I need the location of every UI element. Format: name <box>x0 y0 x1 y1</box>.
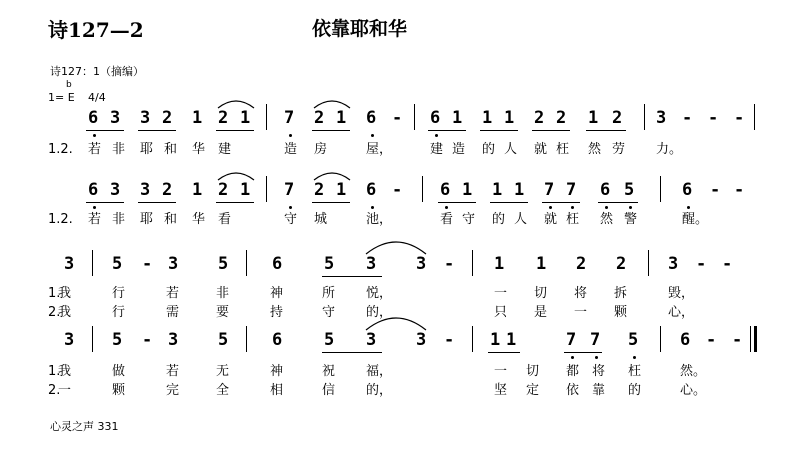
lyric: 耶 <box>140 212 154 227</box>
beam <box>488 352 520 353</box>
beam <box>86 130 124 131</box>
lyric: 一 <box>58 383 72 398</box>
dash: - <box>444 330 455 350</box>
lyric: 的 <box>482 142 496 157</box>
slur <box>216 96 256 110</box>
beam <box>216 130 254 131</box>
low-octave-dot <box>633 356 636 359</box>
lyric: 和 <box>164 212 178 227</box>
note: 5 <box>218 254 229 274</box>
slur <box>216 168 256 182</box>
lyric: 和 <box>164 142 178 157</box>
beam <box>322 276 382 277</box>
note: 7 <box>544 180 555 200</box>
lyric: 做 <box>112 364 126 379</box>
dash: - <box>710 180 721 200</box>
lyric: 若 <box>166 286 180 301</box>
lyric: 然 <box>588 142 602 157</box>
verse-label: 1. <box>48 286 61 301</box>
note: 2 <box>314 108 325 128</box>
lyric: 持 <box>270 305 284 320</box>
lyric: 非 <box>216 286 230 301</box>
lyric: 福， <box>366 364 393 379</box>
lyric: 非 <box>112 142 126 157</box>
note: 6 <box>680 330 691 350</box>
slur <box>364 236 428 256</box>
lyric: 非 <box>112 212 126 227</box>
note: 2 <box>616 254 627 274</box>
beam <box>532 130 570 131</box>
note: 2 <box>556 108 567 128</box>
lyric: 造 <box>284 142 298 157</box>
lyric: 毁， <box>668 286 695 301</box>
slur <box>312 168 352 182</box>
note: 1 <box>240 108 251 128</box>
lyric: 要 <box>216 305 230 320</box>
beam <box>138 130 176 131</box>
lyric: 池， <box>366 212 393 227</box>
note: 3 <box>64 330 75 350</box>
note: 5 <box>324 254 335 274</box>
low-octave-dot <box>371 206 374 209</box>
dash: - <box>392 108 403 128</box>
note: 3 <box>656 108 667 128</box>
lyric: 悦， <box>366 286 393 301</box>
note: 3 <box>416 330 427 350</box>
note: 6 <box>272 330 283 350</box>
low-octave-dot <box>571 356 574 359</box>
lyric: 的 <box>492 212 506 227</box>
dash: - <box>708 108 719 128</box>
beam <box>598 202 638 203</box>
beam <box>322 352 382 353</box>
note: 2 <box>576 254 587 274</box>
lyric: 看 <box>440 212 454 227</box>
lyric: 我 <box>58 364 72 379</box>
dash: - <box>706 330 717 350</box>
low-octave-dot <box>629 206 632 209</box>
note: 7 <box>284 180 295 200</box>
lyric: 一 <box>494 286 508 301</box>
lyric: 房 <box>314 142 328 157</box>
lyric: 是 <box>534 305 548 320</box>
low-octave-dot <box>687 206 690 209</box>
note: 2 <box>612 108 623 128</box>
note: 1 <box>492 180 503 200</box>
lyric: 将 <box>592 364 606 379</box>
bar-line <box>266 176 267 202</box>
note: 1 <box>490 330 501 350</box>
low-octave-dot <box>289 134 292 137</box>
lyric: 都 <box>566 364 580 379</box>
note: 3 <box>110 180 121 200</box>
lyric: 耶 <box>140 142 154 157</box>
lyric: 华 <box>192 142 206 157</box>
low-octave-dot <box>93 206 96 209</box>
note: 7 <box>566 330 577 350</box>
note: 2 <box>162 180 173 200</box>
low-octave-dot <box>93 134 96 137</box>
low-octave-dot <box>605 206 608 209</box>
lyric: 神 <box>270 286 284 301</box>
note: 6 <box>440 180 451 200</box>
verse-label: 1.2. <box>48 212 73 227</box>
note: 3 <box>366 330 377 350</box>
low-octave-dot <box>571 206 574 209</box>
lyric: 的 <box>628 383 642 398</box>
note: 6 <box>88 180 99 200</box>
lyric: 切 <box>534 286 548 301</box>
lyric: 建 <box>218 142 232 157</box>
final-bar-line-thick <box>754 326 757 352</box>
lyric: 无 <box>216 364 230 379</box>
note: 2 <box>314 180 325 200</box>
hymn-number: 诗127—2 <box>48 18 144 42</box>
bar-line <box>660 326 661 352</box>
note: 5 <box>112 330 123 350</box>
lyric: 坚 <box>494 383 508 398</box>
lyric: 心。 <box>680 383 707 398</box>
slur <box>364 312 428 332</box>
footer-source: 心灵之声 331 <box>50 420 119 433</box>
lyric: 所 <box>322 286 336 301</box>
bar-line <box>754 104 755 130</box>
lyric: 守 <box>322 305 336 320</box>
lyric: 若 <box>166 364 180 379</box>
note: 2 <box>162 108 173 128</box>
note: 2 <box>534 108 545 128</box>
note: 1 <box>192 108 203 128</box>
final-bar-line-thin <box>750 326 751 352</box>
note: 7 <box>590 330 601 350</box>
lyric: 华 <box>192 212 206 227</box>
beam <box>542 202 580 203</box>
lyric: 需 <box>166 305 180 320</box>
lyric: 看 <box>218 212 232 227</box>
time-signature: 4/4 <box>88 91 106 104</box>
bar-line <box>266 104 267 130</box>
lyric: 城 <box>314 212 328 227</box>
lyric: 一 <box>574 305 588 320</box>
note: 6 <box>600 180 611 200</box>
lyric: 的， <box>366 305 393 320</box>
flat-sign: b <box>66 80 72 90</box>
lyric: 守 <box>462 212 476 227</box>
lyric: 只 <box>494 305 508 320</box>
note: 3 <box>110 108 121 128</box>
beam <box>312 130 350 131</box>
dash: - <box>444 254 455 274</box>
dash: - <box>142 330 153 350</box>
beam <box>586 130 626 131</box>
lyric: 人 <box>514 212 528 227</box>
lyric: 全 <box>216 383 230 398</box>
lyric: 祝 <box>322 364 336 379</box>
lyric: 枉 <box>628 364 642 379</box>
key-signature: 1= E <box>48 91 75 104</box>
note: 1 <box>514 180 525 200</box>
verse-label: 2. <box>48 383 61 398</box>
lyric: 人 <box>504 142 518 157</box>
beam <box>438 202 476 203</box>
scripture-source: 诗127：1（摘编） <box>50 65 144 78</box>
note: 1 <box>504 108 515 128</box>
note: 1 <box>588 108 599 128</box>
note: 1 <box>494 254 505 274</box>
dash: - <box>732 330 743 350</box>
dash: - <box>734 180 745 200</box>
lyric: 屋， <box>366 142 393 157</box>
lyric: 行 <box>112 305 126 320</box>
lyric: 枉 <box>566 212 580 227</box>
beam <box>86 202 124 203</box>
low-octave-dot <box>371 134 374 137</box>
note: 3 <box>366 254 377 274</box>
dash: - <box>734 108 745 128</box>
note: 2 <box>218 108 229 128</box>
lyric: 拆 <box>614 286 628 301</box>
lyric: 靠 <box>592 383 606 398</box>
bar-line <box>92 250 93 276</box>
dash: - <box>142 254 153 274</box>
note: 1 <box>336 108 347 128</box>
lyric: 行 <box>112 286 126 301</box>
beam <box>312 202 350 203</box>
lyric: 然 <box>600 212 614 227</box>
beam <box>480 130 518 131</box>
note: 6 <box>366 108 377 128</box>
dash: - <box>392 180 403 200</box>
low-octave-dot <box>289 206 292 209</box>
note: 6 <box>430 108 441 128</box>
lyric: 造 <box>452 142 466 157</box>
slur <box>312 96 352 110</box>
lyric: 完 <box>166 383 180 398</box>
beam <box>216 202 254 203</box>
lyric: 切 <box>526 364 540 379</box>
lyric: 将 <box>574 286 588 301</box>
lyric: 我 <box>58 305 72 320</box>
lyric: 力。 <box>656 142 683 157</box>
note: 5 <box>624 180 635 200</box>
note: 3 <box>168 254 179 274</box>
lyric: 定 <box>526 383 540 398</box>
note: 6 <box>682 180 693 200</box>
verse-label: 1. <box>48 364 61 379</box>
beam <box>490 202 528 203</box>
note: 2 <box>218 180 229 200</box>
lyric: 就 <box>544 212 558 227</box>
page-title: 依靠耶和华 <box>312 18 408 40</box>
bar-line <box>472 250 473 276</box>
bar-line <box>414 104 415 130</box>
bar-line <box>422 176 423 202</box>
bar-line <box>246 326 247 352</box>
bar-line <box>648 250 649 276</box>
note: 6 <box>272 254 283 274</box>
lyric: 劳 <box>612 142 626 157</box>
lyric: 信 <box>322 383 336 398</box>
lyric: 我 <box>58 286 72 301</box>
note: 5 <box>324 330 335 350</box>
note: 6 <box>366 180 377 200</box>
note: 3 <box>64 254 75 274</box>
lyric: 建 <box>430 142 444 157</box>
note: 7 <box>566 180 577 200</box>
dash: - <box>696 254 707 274</box>
lyric: 守 <box>284 212 298 227</box>
lyric: 的， <box>366 383 393 398</box>
lyric: 然。 <box>680 364 707 379</box>
note: 7 <box>284 108 295 128</box>
note: 3 <box>140 108 151 128</box>
low-octave-dot <box>435 134 438 137</box>
bar-line <box>92 326 93 352</box>
note: 5 <box>628 330 639 350</box>
verse-label: 2. <box>48 305 61 320</box>
lyric: 相 <box>270 383 284 398</box>
low-octave-dot <box>549 206 552 209</box>
note: 1 <box>192 180 203 200</box>
note: 1 <box>452 108 463 128</box>
note: 6 <box>88 108 99 128</box>
low-octave-dot <box>445 206 448 209</box>
lyric: 颗 <box>614 305 628 320</box>
note: 5 <box>112 254 123 274</box>
note: 1 <box>482 108 493 128</box>
beam <box>138 202 176 203</box>
note: 1 <box>506 330 517 350</box>
note: 3 <box>140 180 151 200</box>
dash: - <box>722 254 733 274</box>
lyric: 醒。 <box>682 212 709 227</box>
lyric: 颗 <box>112 383 126 398</box>
note: 3 <box>168 330 179 350</box>
lyric: 就 <box>534 142 548 157</box>
lyric: 警 <box>624 212 638 227</box>
bar-line <box>660 176 661 202</box>
beam <box>564 352 602 353</box>
lyric: 枉 <box>556 142 570 157</box>
verse-label: 1.2. <box>48 142 73 157</box>
dash: - <box>682 108 693 128</box>
bar-line <box>472 326 473 352</box>
lyric: 若 <box>88 212 102 227</box>
note: 1 <box>240 180 251 200</box>
note: 3 <box>416 254 427 274</box>
lyric: 若 <box>88 142 102 157</box>
beam <box>428 130 466 131</box>
low-octave-dot <box>595 356 598 359</box>
lyric: 神 <box>270 364 284 379</box>
lyric: 依 <box>566 383 580 398</box>
note: 1 <box>536 254 547 274</box>
note: 1 <box>336 180 347 200</box>
bar-line <box>246 250 247 276</box>
note: 3 <box>668 254 679 274</box>
lyric: 一 <box>494 364 508 379</box>
lyric: 心， <box>668 305 695 320</box>
bar-line <box>644 104 645 130</box>
note: 1 <box>462 180 473 200</box>
note: 5 <box>218 330 229 350</box>
